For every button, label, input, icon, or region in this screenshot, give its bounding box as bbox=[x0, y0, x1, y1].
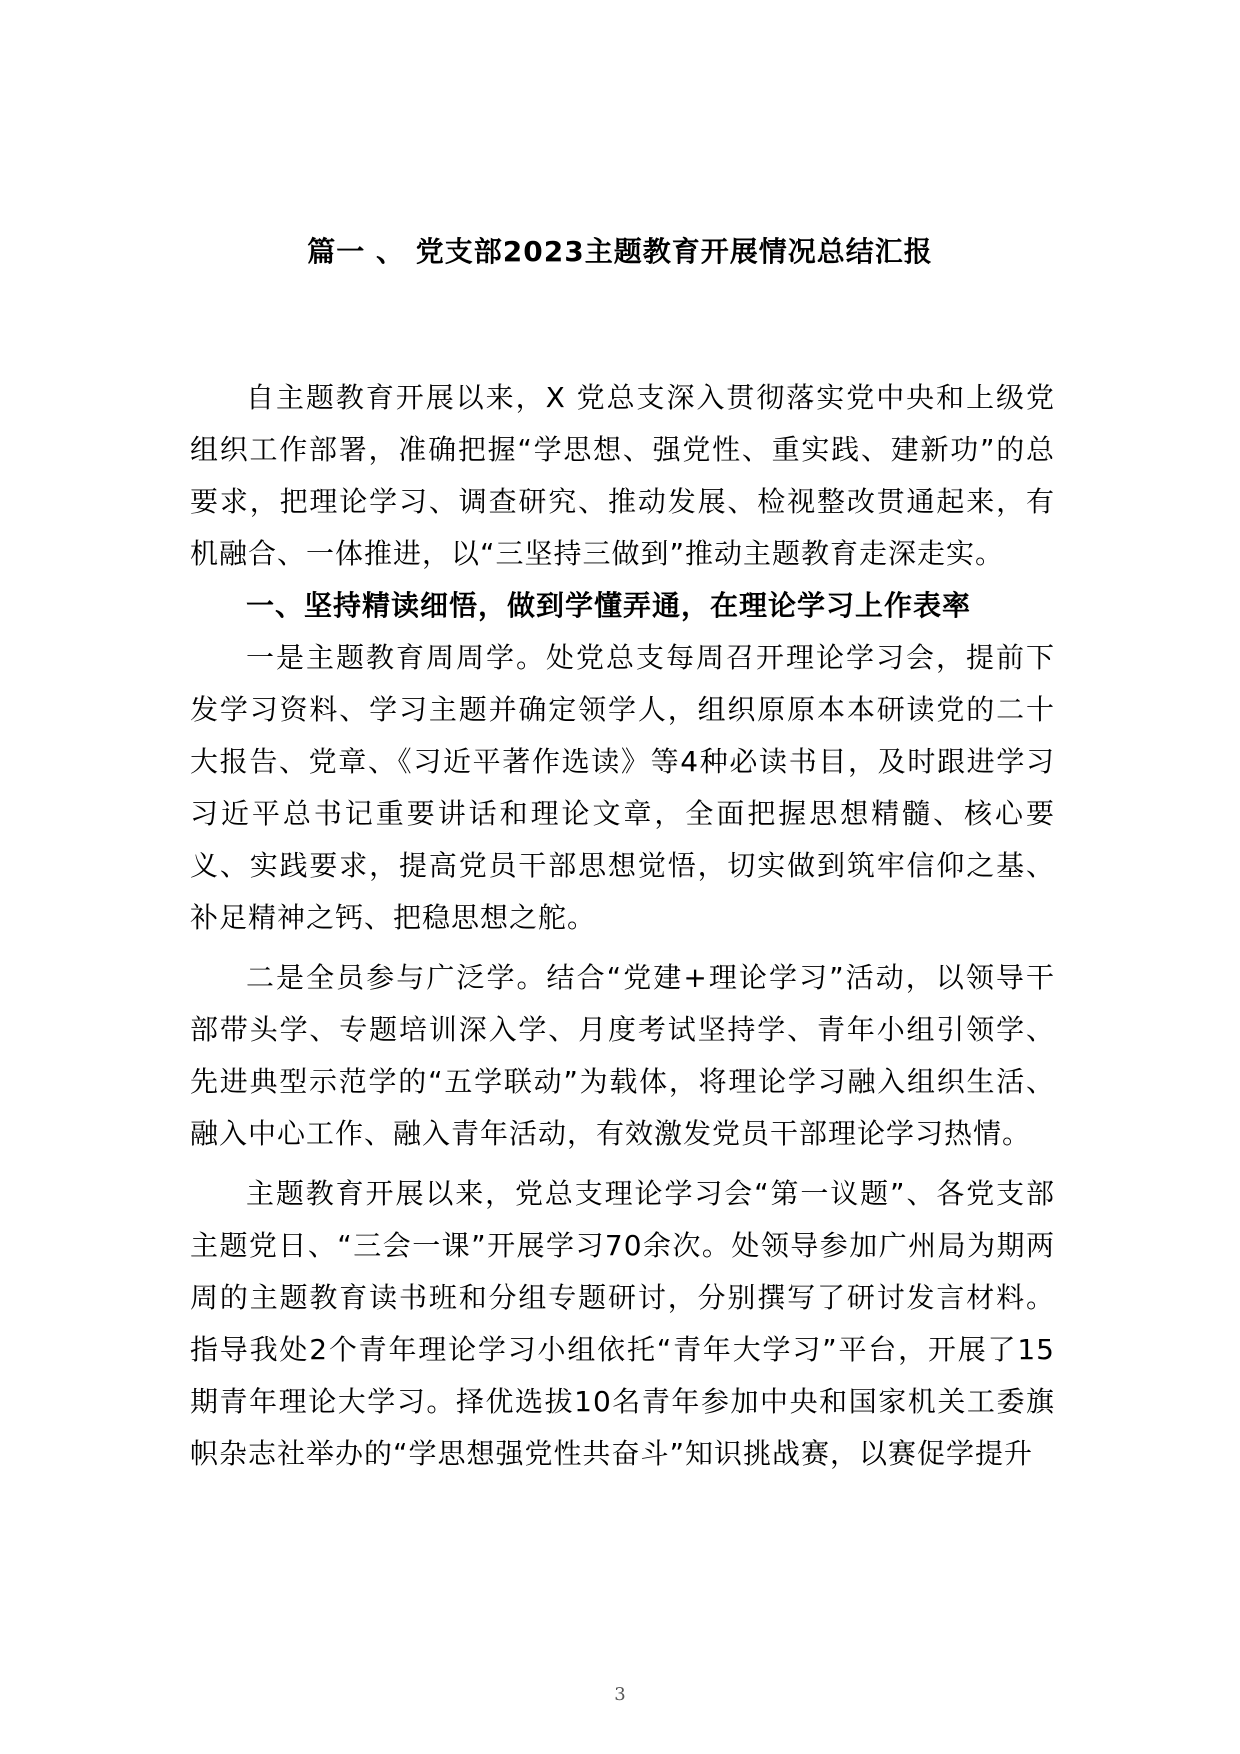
body-paragraph: 二是全员参与广泛学。结合“党建+理论学习”活动，以领导干部带头学、专题培训深入学、月度考试坚持学、青年小组引领学、先进典型示范学的“五学联动”为载体，将理论学习融入组织生活、融入中心工作、融入青年活动，有效激发党员干部理论学习热情。 bbox=[190, 961, 1055, 1150]
section-heading: 一、坚持精读细悟，做到学懂弄通，在理论学习上作表率 bbox=[246, 589, 972, 622]
document-body bbox=[190, 372, 1055, 1480]
intro-paragraph: 自主题教育开展以来，X 党总支深入贯彻落实党中央和上级党组织工作部署，准确把握“学思想、强党性、重实践、建新功”的总要求，把理论学习、调查研究、推动发展、检视整改贯通起来，有机融合、一体推进，以“三坚持三做到”推动主题教育走深走实。 bbox=[190, 381, 1055, 570]
body-paragraph: 一是主题教育周周学。处党总支每周召开理论学习会，提前下发学习资料、学习主题并确定领学人，组织原原本本研读党的二十大报告、党章、《习近平著作选读》等4种必读书目，及时跟进学习习近平总书记重要讲话和理论文章，全面把握思想精髓、核心要义、实践要求，提高党员干部思想觉悟，切实做到筑牢信仰之基、补足精神之钙、把稳思想之舵。 bbox=[190, 641, 1055, 934]
document-title: 篇一 、 党支部2023主题教育开展情况总结汇报 bbox=[307, 235, 933, 268]
body-paragraph: 主题教育开展以来，党总支理论学习会“第一议题”、各党支部 主题党日、“三会一课”开展学习70余次。处领导参加广州局为期两 周的主题教育读书班和分组专题研讨，分别撰写了研讨发言材料。指导我处2个青年理论学习小组依托“青年大学习”平台，开展了15期青年理论大学习。择优选拔10名青年参加中央和国家机关工委旗帜杂志社举办的“学思想强党性共奋斗”知识挑战赛，以赛促学提升 bbox=[190, 1177, 1055, 1470]
page-number: 3 bbox=[614, 1684, 626, 1705]
